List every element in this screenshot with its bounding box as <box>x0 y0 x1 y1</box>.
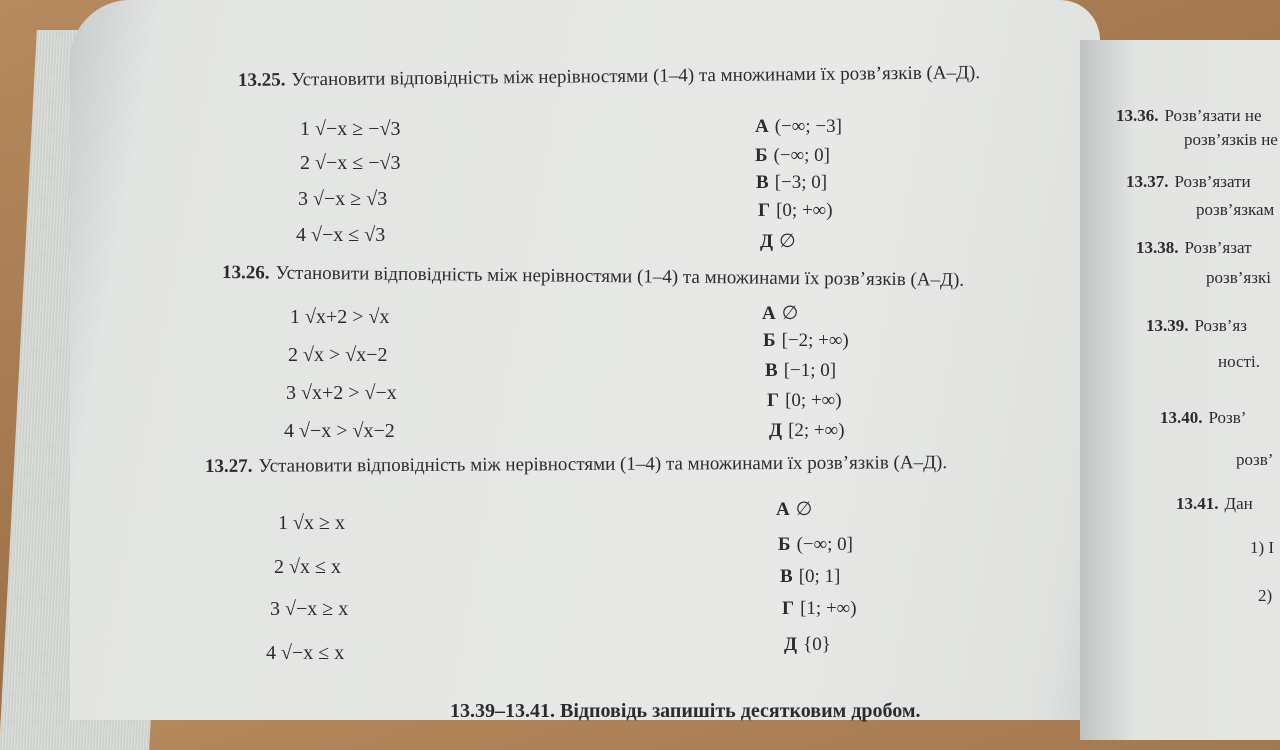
right-page-number: 13.36. <box>1116 106 1159 125</box>
right-page-line <box>1136 238 1252 258</box>
inequality-item: 1 √−x ≥ −√3 <box>300 118 401 140</box>
answer-letter: Б <box>763 330 776 351</box>
right-page-text: розв’ <box>1236 450 1274 469</box>
answer-letter: В <box>780 566 793 587</box>
answer-option <box>756 172 827 194</box>
right-page-number: 13.39. <box>1146 316 1189 335</box>
answer-value: ∅ <box>795 499 813 520</box>
inequality-item: 4 √−x > √x−2 <box>284 420 395 442</box>
right-page-line <box>1184 130 1278 150</box>
answer-value: [0; 1] <box>798 566 841 587</box>
inequality-item: 3 √−x ≥ √3 <box>298 188 388 210</box>
right-page-text: Розв’язат <box>1184 238 1252 257</box>
right-page-text: 2) <box>1258 586 1273 605</box>
problem-number: 13.26. <box>221 262 270 284</box>
answer-letter: В <box>765 360 778 381</box>
answer-value: [0; +∞) <box>776 200 833 221</box>
answer-letter: Г <box>758 200 771 221</box>
answer-option <box>767 390 842 412</box>
problem-text: Установити відповідність між нерівностями (1–4) та множинами їх розв’язків (А–Д). <box>291 62 981 91</box>
answer-value: [0; +∞) <box>785 390 842 411</box>
right-page-text: розв’язкі <box>1206 268 1271 287</box>
right-page-text: Розв’ <box>1208 408 1247 427</box>
inequality-item: 2 √x ≤ x <box>274 556 341 578</box>
right-page-text: Розв’яз <box>1194 316 1247 335</box>
answer-value: [−3; 0] <box>774 172 828 193</box>
problem-text: Установити відповідність між нерівностями (1–4) та множинами їх розв’язків (А–Д). <box>275 262 965 291</box>
inequality-item: 1 √x+2 > √x <box>290 306 390 328</box>
right-page-text: 1) I <box>1250 538 1275 557</box>
answer-value: (−∞; 0] <box>796 534 854 555</box>
answer-value: ∅ <box>779 231 796 252</box>
answer-letter: Г <box>767 390 780 411</box>
answer-option <box>755 145 830 167</box>
right-page-line <box>1160 408 1246 428</box>
answer-option <box>780 566 840 588</box>
answer-option <box>776 498 812 521</box>
problem-number: 13.25. <box>237 69 286 91</box>
answer-option <box>755 116 842 138</box>
problem-text: Установити відповідність між нерівностями (1–4) та множинами їх розв’язків (А–Д). <box>258 452 948 477</box>
answer-letter: В <box>756 172 769 193</box>
right-page-number: 13.37. <box>1126 172 1169 191</box>
answer-value: (−∞; 0] <box>773 145 831 166</box>
answer-value: [2; +∞) <box>788 420 845 441</box>
right-page-line <box>1250 538 1274 558</box>
right-page-line <box>1206 268 1271 288</box>
right-page-line <box>1218 352 1260 372</box>
answer-value: [1; +∞) <box>800 598 857 619</box>
answer-letter: А <box>776 499 790 520</box>
inequality-item: 3 √−x ≥ x <box>270 598 349 620</box>
problem-number: 13.27. <box>204 455 253 477</box>
answer-option <box>765 360 836 382</box>
answer-value: [−2; +∞) <box>781 330 849 351</box>
answer-letter: Д <box>769 420 783 441</box>
answer-option <box>784 634 831 656</box>
answer-option <box>782 598 857 620</box>
right-page-text: розв’язків не <box>1184 130 1278 149</box>
right-page-line <box>1176 494 1253 514</box>
answer-letter: Д <box>760 231 774 252</box>
right-page-line <box>1146 316 1247 336</box>
inequality-item: 1 √x ≥ x <box>278 512 345 534</box>
inequality-item: 2 √−x ≤ −√3 <box>300 152 401 174</box>
right-page-text: Розв’язати <box>1174 172 1251 191</box>
right-page-number: 13.41. <box>1176 494 1219 513</box>
right-page-line <box>1126 172 1251 192</box>
answer-letter: Д <box>784 634 798 655</box>
answer-letter: Б <box>778 534 791 555</box>
answer-value: [−1; 0] <box>783 360 837 381</box>
answer-value: {0} <box>803 634 831 655</box>
answer-letter: Б <box>755 145 768 166</box>
inequality-item: 3 √x+2 > √−x <box>286 382 397 404</box>
answer-value: (−∞; −3] <box>774 116 842 137</box>
right-page-line <box>1116 106 1262 126</box>
right-page-text: ності. <box>1218 352 1260 371</box>
answer-letter: А <box>762 303 776 324</box>
right-page-number: 13.40. <box>1160 408 1203 427</box>
right-page-text: Розв’язати не <box>1164 106 1262 125</box>
right-page-line <box>1196 200 1274 220</box>
answer-option <box>763 330 849 352</box>
problem-heading <box>205 452 947 478</box>
inequality-item: 2 √x > √x−2 <box>288 344 388 366</box>
answer-option <box>760 230 796 253</box>
inequality-item: 4 √−x ≤ x <box>266 642 345 664</box>
left-page <box>70 0 1100 720</box>
right-page-line <box>1236 450 1273 470</box>
right-page-line <box>1258 586 1272 606</box>
right-page-text: Дан <box>1224 494 1253 513</box>
answer-option <box>778 534 853 556</box>
answer-option <box>762 302 798 325</box>
answer-letter: А <box>755 116 769 137</box>
answer-letter: Г <box>782 598 795 619</box>
bottom-note: 13.39–13.41. Відповідь запишіть десятковим дробом. <box>450 700 921 722</box>
right-page-number: 13.38. <box>1136 238 1179 257</box>
answer-option <box>758 200 833 222</box>
answer-value: ∅ <box>781 303 799 324</box>
inequality-item: 4 √−x ≤ √3 <box>296 224 386 246</box>
right-page-text: розв’язкам <box>1196 200 1275 219</box>
answer-option <box>769 420 845 442</box>
